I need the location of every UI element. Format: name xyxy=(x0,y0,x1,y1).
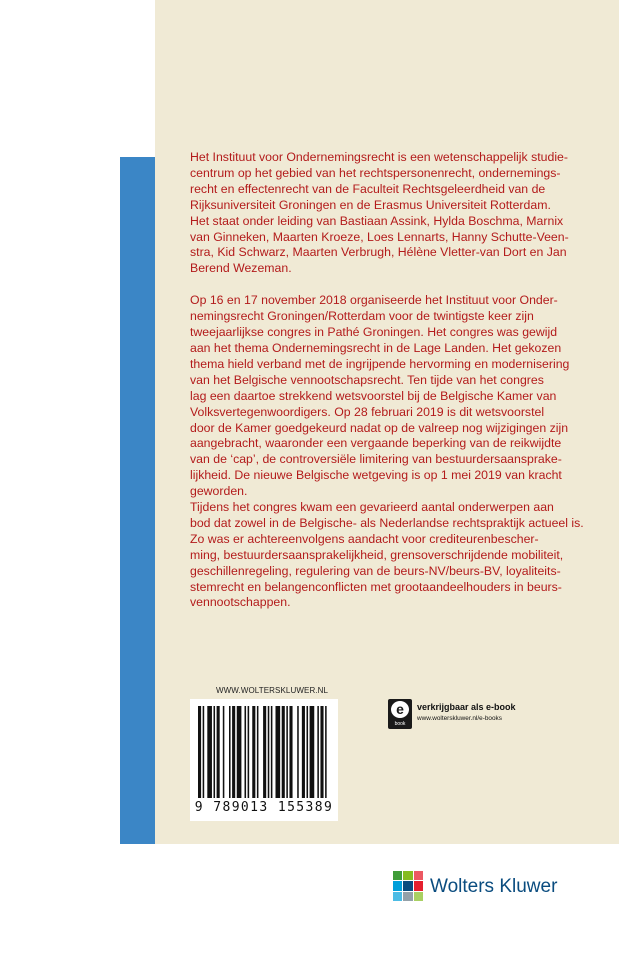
blurb-paragraph-institute: Het Instituut voor Ondernemingsrecht is een wetenschappelijk studie- centrum op het gebied van het rechtspersonenrecht, ondernemings- recht en effectenrecht van de Faculteit Rechtsgeleerdheid van de Rijksuniversiteit Groningen en de Erasmus Universiteit Rotterdam. Het staat onder leiding van Bastiaan Assink, Hylda Boschma, Marnix van Ginneken, Maarten Kroeze, Loes Lennarts, Hanny Schutte-Veen- stra, Kid Schwarz, Maarten Verbrugh, Hélène Vletter-van Dort en Jan Berend Wezeman. xyxy=(190,150,569,276)
publisher-website: WWW.WOLTERSKLUWER.NL xyxy=(216,686,329,695)
ebook-availability xyxy=(388,699,528,731)
blue-spine-bar xyxy=(120,157,155,844)
back-cover-blurb xyxy=(190,150,598,627)
wolters-kluwer-logo-icon xyxy=(392,870,424,902)
isbn-number: 9 789013 155389 xyxy=(194,800,334,815)
ebook-icon-letter: e xyxy=(391,701,409,718)
ebook-title: verkrijgbaar als e-book xyxy=(417,702,516,712)
blurb-paragraph-topics: Tijdens het congres kwam een gevarieerd aantal onderwerpen aan bod dat zowel in de Belgische- als Nederlandse rechtspraktijk actueel is. Zo was er achtereenvolgens aandacht voor crediteurenbescher- ming, bestuurdersaansprakelijkheid, grensoverschrijdende mobiliteit, geschillenregeling, regulering van de beurs-NV/beurs-BV, loyaliteits- stemrecht en belangenconflicten met grootaandeelhouders in beurs- vennootschappen. xyxy=(190,500,584,610)
brand-name: Wolters Kluwer xyxy=(430,876,558,897)
blurb-paragraph-congress: Op 16 en 17 november 2018 organiseerde het Instituut voor Onder- nemingsrecht Groningen/Rotterdam voor de twintigste keer zijn tweejaarlijkse congres in Pathé Groningen. Het congres was gewijd aan het thema Ondernemingsrecht in de Lage Landen. Het gekozen thema hield verband met de ingrijpende hervorming en modernisering van het Belgische vennootschapsrecht. Ten tijde van het congres lag een daartoe strekkend wetsvoorstel bij de Belgische Kamer van Volksvertegenwoordigers. Op 28 februari 2019 is dit wetsvoorstel door de Kamer goedgekeurd nadat op de valreep nog wijzigingen zijn aangebracht, waaronder een vergaande beperking van de reikwijdte van de ‘cap’, de controversiële limitering van bestuurdersaansprake- lijkheid. De nieuwe Belgische wetgeving is op 1 mei 2019 van kracht geworden. xyxy=(190,293,570,499)
ebook-icon-label: book xyxy=(394,721,406,727)
isbn-barcode xyxy=(190,699,338,821)
ebook-url: www.wolterskluwer.nl/e-books xyxy=(417,715,502,722)
barcode-bars xyxy=(198,706,330,798)
ebook-icon xyxy=(388,699,412,729)
